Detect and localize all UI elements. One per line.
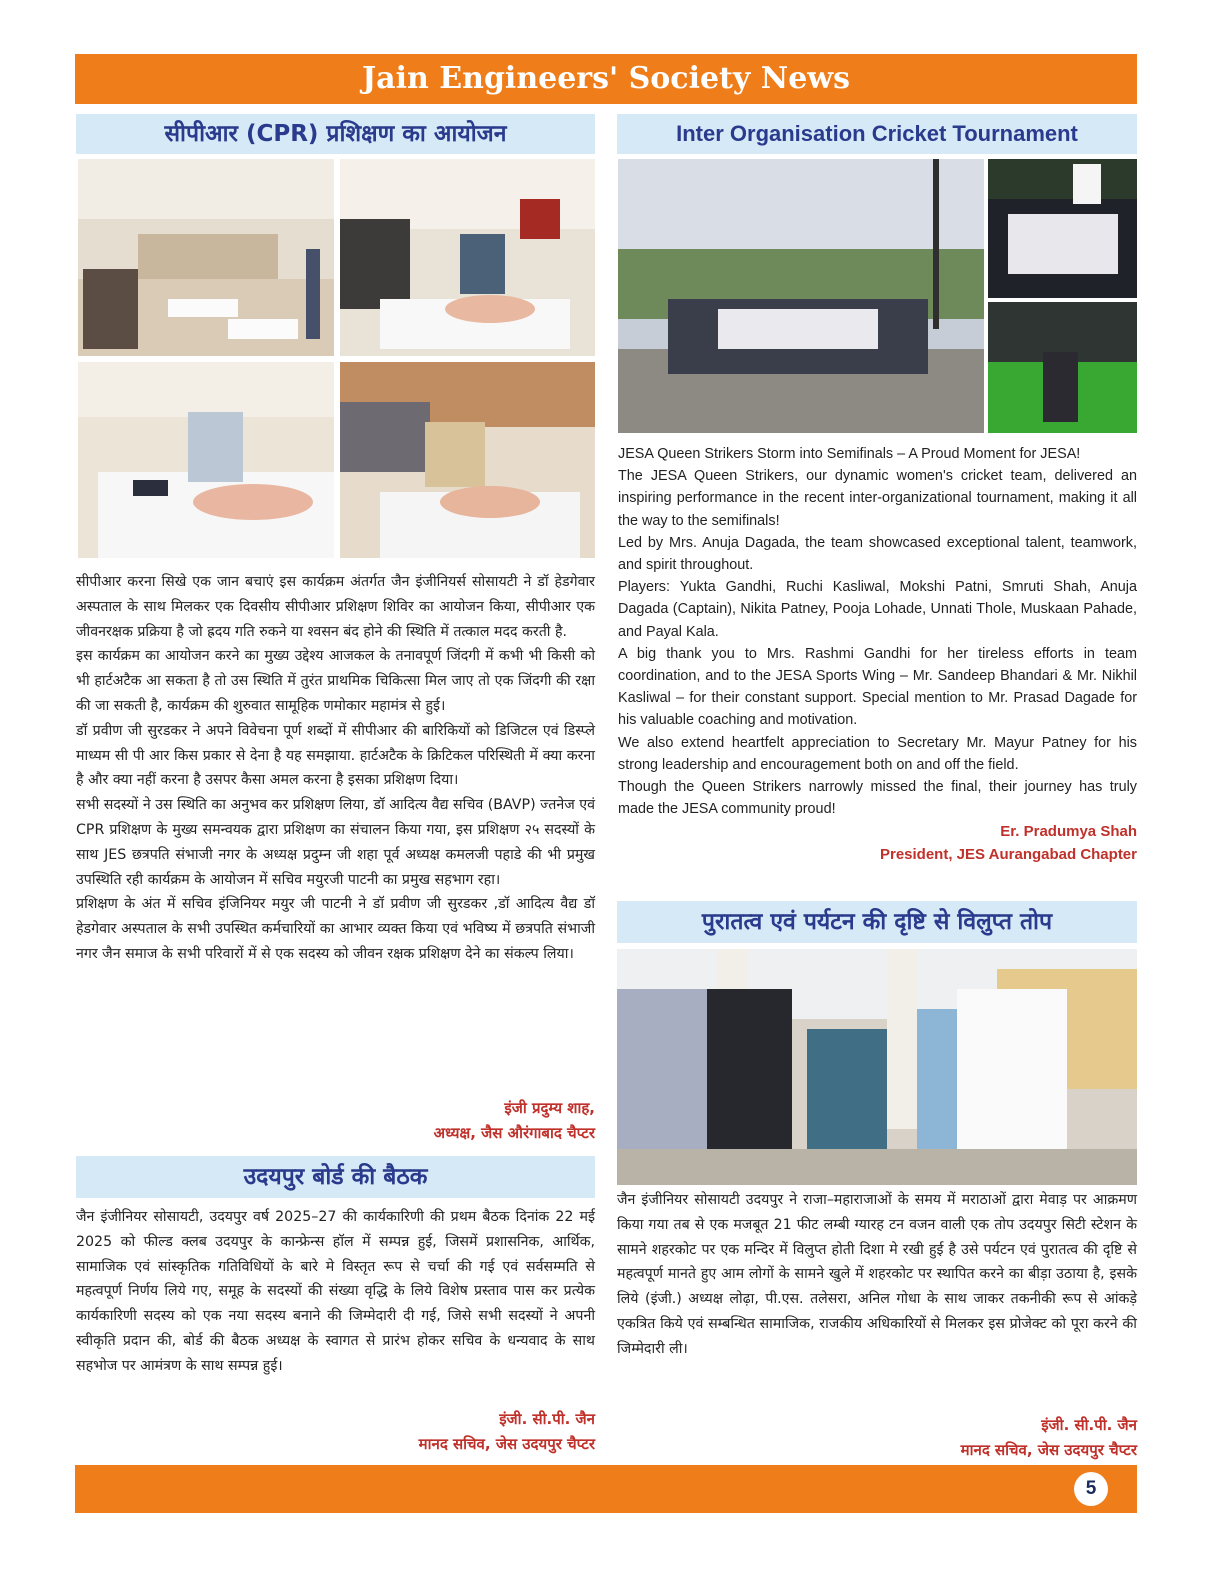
cpr-title: सीपीआर (CPR) प्रशिक्षण का आयोजन bbox=[164, 121, 507, 147]
udaipur-board-signature-name: इंजी. सी.पी. जैन bbox=[499, 1410, 595, 1428]
cricket-paragraph: Led by Mrs. Anuja Dagada, the team showcased exceptional talent, teamwork, and spirit throughout. bbox=[618, 534, 1137, 574]
cricket-title: Inter Organisation Cricket Tournament bbox=[676, 121, 1078, 146]
cpr-article-body bbox=[76, 570, 595, 967]
cpr-section-heading bbox=[76, 114, 595, 154]
cricket-article-body bbox=[618, 443, 1137, 820]
cpr-photo-hall bbox=[78, 159, 334, 356]
cpr-paragraph: इस कार्यक्रम का आयोजन करने का मुख्य उद्देश्य आजकल के तनावपूर्ण जिंदगी में कभी भी किसी को भी हार्टअटैक आ सकता है तो उस स्थिति में तुरंत प्राथमिक चिकित्सा मिल जाए तो एक जिंदगी की रक्षा की जा सकती है, कार्यक्रम की शुरुवात सामूहिक णमोकार महामंत्र से हुई। bbox=[76, 648, 595, 714]
page-number: 5 bbox=[1074, 1472, 1108, 1506]
udaipur-board-signature-title: मानद सचिव, जेस उदयपुर चैप्टर bbox=[418, 1435, 595, 1453]
cricket-paragraph: A big thank you to Mrs. Rashmi Gandhi for her tireless efforts in team coordination, and to the JESA Sports Wing – Mr. Sandeep Bhandari & Mr. Nikhil Kasliwal – for their constant support. Special mention to Mr. Prasad Dagade for his valuable coaching and motivation. bbox=[618, 645, 1137, 729]
cricket-photo-team bbox=[618, 159, 984, 433]
cpr-signature-title: अध्यक्ष, जैस औरंगाबाद चैप्टर bbox=[433, 1124, 595, 1142]
cpr-signature bbox=[76, 1096, 595, 1146]
cpr-paragraph: प्रशिक्षण के अंत में सचिव इंजिनियर मयुर जी पाटनी ने डॉ प्रवीण जी सुरडकर ,डॉ आदित्य वैद्य डॉ हेडगेवार अस्पताल के सभी उपस्थित कर्मचारियों का आभार व्यक्त किया एवं भविष्य में छत्रपति संभाजी नगर जैन समाज के सभी परिवारों में से एक सदस्य को जीवन रक्षक प्रशिक्षण देने का संकल्प लिया। bbox=[76, 896, 595, 962]
footer-bar bbox=[75, 1465, 1137, 1513]
udaipur-board-signature bbox=[76, 1407, 595, 1457]
cricket-paragraph: JESA Queen Strikers Storm into Semifinals – A Proud Moment for JESA! bbox=[618, 446, 1081, 462]
udaipur-board-section-heading bbox=[76, 1156, 595, 1198]
cannon-section-heading bbox=[617, 901, 1137, 943]
cpr-paragraph: डॉ प्रवीण जी सुरडकर ने अपने विवेचना पूर्ण शब्दों में सीपीआर की बारिकियों को डिजिटल एवं डिस्प्ले माध्यम सी पी आर किस प्रकार से देना है यह समझाया. हार्टअटैक के क्रिटिकल परिस्थिती में क्या करना है और क्या नहीं करना है उसपर कैसा अमल करना है इसका प्रशिक्षण दिया। bbox=[76, 722, 595, 789]
cricket-paragraph: Players: Yukta Gandhi, Ruchi Kasliwal, Mokshi Patni, Smruti Shah, Anuja Dagada (Captain), Nikita Patney, Pooja Lohade, Unnati Thole, Muskaan Pahade, and Payal Kala. bbox=[618, 579, 1137, 640]
cricket-photo-celebration bbox=[988, 159, 1137, 298]
cannon-title: पुरातत्व एवं पर्यटन की दृष्टि से विलुप्त तोप bbox=[701, 909, 1053, 935]
cricket-section-heading bbox=[617, 114, 1137, 154]
cannon-signature-name: इंजी. सी.पी. जैन bbox=[1041, 1416, 1137, 1434]
cricket-signature-name: Er. Pradumya Shah bbox=[1000, 823, 1137, 840]
cricket-photo-batting bbox=[988, 302, 1137, 433]
cannon-article-body bbox=[617, 1188, 1137, 1362]
cricket-signature bbox=[618, 820, 1137, 866]
cricket-paragraph: We also extend heartfelt appreciation to Secretary Mr. Mayur Patney for his strong leadership and encouragement both on and off the field. bbox=[618, 734, 1137, 773]
cpr-photo-demo-1 bbox=[340, 159, 595, 356]
cannon-signature bbox=[617, 1413, 1137, 1463]
cannon-paragraph: जैन इंजीनियर सोसायटी उदयपुर ने राजा–महाराजाओं के समय में मराठाओं द्वारा मेवाड़ पर आक्रमण किया गया तब से एक मजबूत 21 फीट लम्बी ग्यारह टन वजन वाली एक तोप उदयपुर सिटी स्टेशन के सामने शहरकोट पर एक मन्दिर में विलुप्त होती दिशा मे रखी हुई है उसे पर्यटन एवं पुरातत्व की दृष्टि से महत्वपूर्ण मानते हुए आम लोगों के सामने खुले में शहरकोट पर स्थापित करने का बीड़ा उठाया है, इसके लिये (इंजी.) अध्यक्ष लोढ़ा, पी.एस. तलेसरा, अनिल गोधा के साथ जाकर तकनीकी रूप से आंकड़े एकत्रित किये एवं सम्बन्धित सामाजिक, राजकीय अधिकारियों से मिलकर इस प्रोजेक्ट को पूरा करने की जिम्मेदारी ली। bbox=[617, 1192, 1137, 1357]
cpr-paragraph: सीपीआर करना सिखे एक जान बचाएं इस कार्यक्रम अंतर्गत जैन इंजीनियर्स सोसायटी ने डॉ हेडगेवार अस्पताल के साथ मिलकर एक दिवसीय सीपीआर प्रशिक्षण शिविर का आयोजन किया, सीपीआर एक जीवनरक्षक प्रक्रिया है जो ह्रदय गति रुकने या श्वसन बंद होने की स्थिति में तत्काल मदद करती है. bbox=[76, 574, 595, 640]
cannon-photo-group bbox=[617, 949, 1137, 1185]
cricket-paragraph: Though the Queen Strikers narrowly missed the final, their journey has truly made the JESA community proud! bbox=[618, 779, 1137, 818]
cpr-photo-demo-2 bbox=[78, 362, 334, 558]
cpr-paragraph: सभी सदस्यों ने उस स्थिति का अनुभव कर प्रशिक्षण लिया, डॉ आदित्य वैद्य सचिव (BAVP) ज्तनेज एवं CPR प्रशिक्षण के मुख्य समन्वयक द्वारा प्रशिक्षण का संचालन किया गया, इस प्रशिक्षण २५ सदस्यों के साथ JES छत्रपति संभाजी नगर के अध्यक्ष प्रदुम्न जी शहा पूर्व अध्यक्ष कमलजी पहाडे की भी प्रमुख उपस्थिति रही कार्यक्रम के आयोजन में सचिव मयुरजी पाटनी का प्रमुख सहभाग रहा। bbox=[76, 797, 595, 888]
udaipur-board-title: उदयपुर बोर्ड की बैठक bbox=[243, 1164, 428, 1190]
cannon-signature-title: मानद सचिव, जेस उदयपुर चैप्टर bbox=[960, 1441, 1137, 1459]
udaipur-board-paragraph: जैन इंजीनियर सोसायटी, उदयपुर वर्ष 2025–27 की कार्यकारिणी की प्रथम बैठक दिनांक 22 मई 2025 को फील्ड क्लब उदयपुर के कान्फ्रेन्स हॉल में सम्पन्न हुई, जिसमें प्रशासनिक, आर्थिक, सामाजिक एवं सांस्कृतिक गतिविधियों के बारे मे विस्तृत रूप से चर्चा की गई एवं सर्वसम्मति से महत्वपूर्ण निर्णय लिये गए, समूह के सदस्यों की संख्या वृद्धि के लिये विशेष प्रस्ताव पास कर प्रत्येक कार्यकारिणी सदस्य को एक नया सदस्य बनाने की जिम्मेदारी दी गई, जिसे सभी सदस्यों ने अपनी स्वीकृति प्रदान की, बोर्ड की बैठक अध्यक्ष के स्वागत से प्रारंभ होकर सचिव के धन्यवाद के साथ सहभोज पर आमंत्रण के साथ सम्पन्न हुई। bbox=[76, 1209, 595, 1374]
cricket-paragraph: The JESA Queen Strikers, our dynamic women's cricket team, delivered an inspiring performance in the recent inter-organizational tournament, making it all the way to the semifinals! bbox=[618, 468, 1137, 529]
cpr-signature-name: इंजी प्रदुम्य शाह, bbox=[504, 1099, 595, 1117]
cpr-photo-demo-3 bbox=[340, 362, 595, 558]
udaipur-board-article-body bbox=[76, 1205, 595, 1379]
cricket-signature-title: President, JES Aurangabad Chapter bbox=[879, 846, 1137, 863]
newsletter-banner bbox=[75, 54, 1137, 104]
newsletter-title: Jain Engineers' Society News bbox=[361, 61, 851, 96]
